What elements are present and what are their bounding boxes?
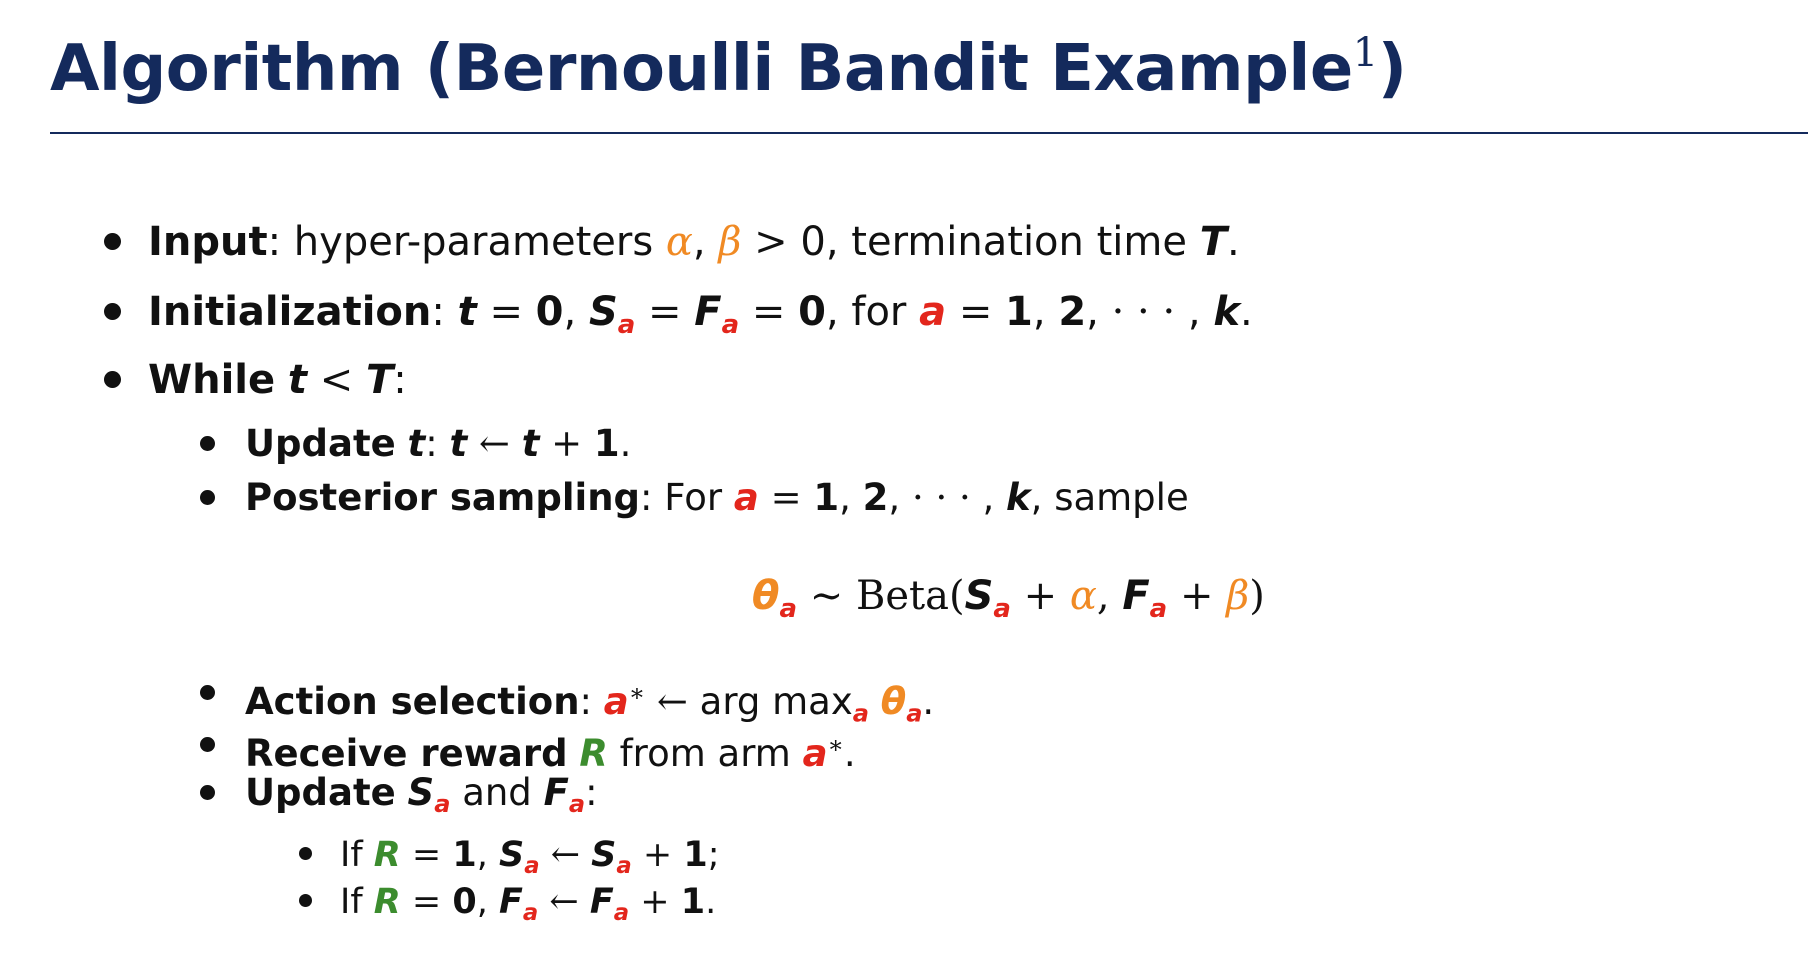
- bullet-dot: [299, 894, 312, 907]
- beta-sampling-equation: $\theta_a$ ∼ $Beta(S_a + \alpha$, $F_a + \beta$): [752, 573, 1265, 624]
- action-selection-line: Action selection: a∗ ← arg $\max_a \theta_a$.: [245, 679, 935, 728]
- while-label: While: [148, 357, 276, 403]
- bullet-dot: [104, 233, 121, 250]
- action-selection-label: Action selection: [245, 680, 580, 724]
- bullet-dot: [104, 371, 121, 388]
- bullet-dot: [200, 490, 215, 505]
- bullet-dot: [200, 685, 215, 700]
- update-t-line: Update t: t ← t + 1.: [245, 422, 632, 465]
- update-sf-label: Update: [245, 771, 396, 814]
- posterior-sampling-line: Posterior sampling: For a = 1, 2, · · · , k, sample: [245, 476, 1189, 519]
- bullet-dot: [200, 737, 215, 752]
- input-label: Input: [148, 219, 268, 265]
- initialization-label: Initialization: [148, 289, 432, 335]
- receive-reward-label: Receive reward: [245, 732, 568, 776]
- failure-update-line: If R = 0, $F_a$ ← $F_a + 1$.: [340, 882, 717, 926]
- slide-title: Algorithm (Bernoulli Bandit Example$^1$): [50, 30, 1407, 106]
- bullet-dot: [200, 785, 215, 800]
- bullet-dot: [104, 303, 121, 320]
- update-t-label: Update: [245, 422, 396, 465]
- bullet-dot: [200, 436, 215, 451]
- title-rule: [50, 132, 1808, 134]
- receive-reward-line: Receive reward R from arm a∗.: [245, 731, 856, 776]
- footnote-marker: 1: [1352, 30, 1378, 76]
- posterior-sampling-label: Posterior sampling: [245, 476, 641, 519]
- success-update-line: If R = 1, $S_a$ ← $S_a + 1$;: [340, 835, 720, 879]
- bullet-dot: [299, 847, 312, 860]
- initialization-line: Initialization: t = 0, $S_a = F_a = 0$, for a = 1, 2, · · · , k.: [148, 289, 1253, 340]
- input-line: Input: hyper-parameters α, β > 0, termination time T.: [148, 219, 1240, 265]
- while-line: While t < T:: [148, 357, 407, 403]
- update-sf-line: Update $S_a$ and $F_a$:: [245, 771, 598, 819]
